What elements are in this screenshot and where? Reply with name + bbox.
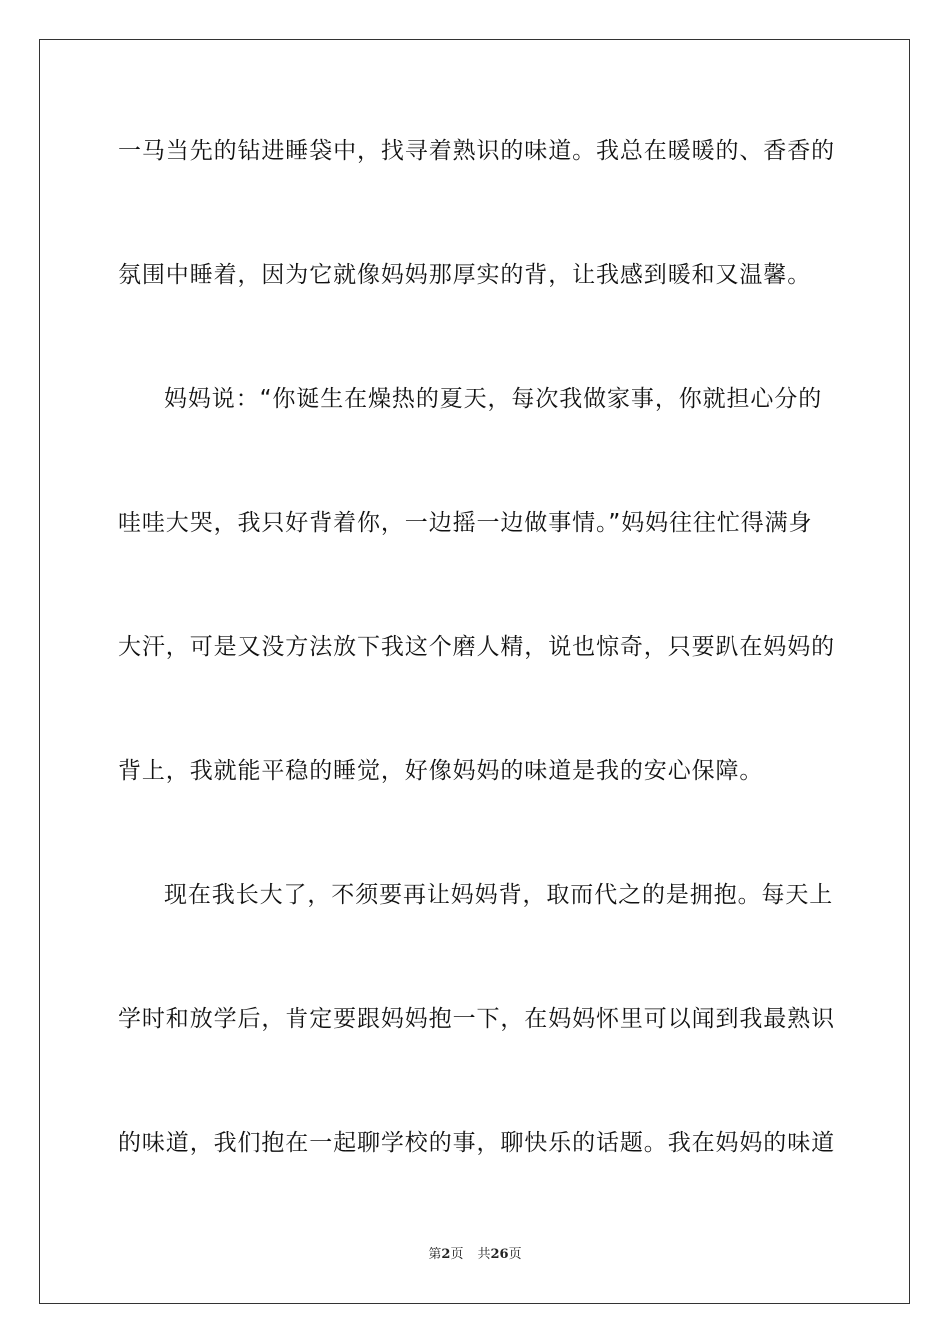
paragraph-line: 现在我长大了，不须要再让妈妈背，取而代之的是拥抱。每天上 [164, 882, 834, 908]
page-border [39, 39, 910, 1304]
paragraph-line: 大汗，可是又没方法放下我这个磨人精，说也惊奇，只要趴在妈妈的 [118, 634, 835, 660]
paragraph-line: 一马当先的钻进睡袋中，找寻着熟识的味道。我总在暖暖的、香香的 [118, 138, 835, 164]
page-footer [0, 1243, 950, 1262]
paragraph-line: 学时和放学后，肯定要跟妈妈抱一下，在妈妈怀里可以闻到我最熟识 [118, 1006, 835, 1032]
page-prefix: 第 [428, 1247, 442, 1262]
paragraph-line: 哇哇大哭，我只好背着你，一边摇一边做事情。”妈妈往往忙得满身 [118, 510, 813, 536]
paragraph-line: 氛围中睡着，因为它就像妈妈那厚实的背，让我感到暖和又温馨。 [118, 262, 812, 288]
paragraph-line: 妈妈说：“你诞生在燥热的夏天，每次我做家事，你就担心分的 [164, 386, 823, 412]
total-prefix: 共 [477, 1247, 491, 1262]
page-number: 2 [441, 1247, 451, 1262]
page-suffix: 页 [450, 1247, 464, 1262]
paragraph-line: 的味道，我们抱在一起聊学校的事，聊快乐的话题。我在妈妈的味道 [118, 1130, 835, 1156]
total-pages: 26 [490, 1247, 509, 1262]
paragraph-line: 背上，我就能平稳的睡觉，好像妈妈的味道是我的安心保障。 [118, 758, 764, 784]
total-suffix: 页 [508, 1247, 522, 1262]
